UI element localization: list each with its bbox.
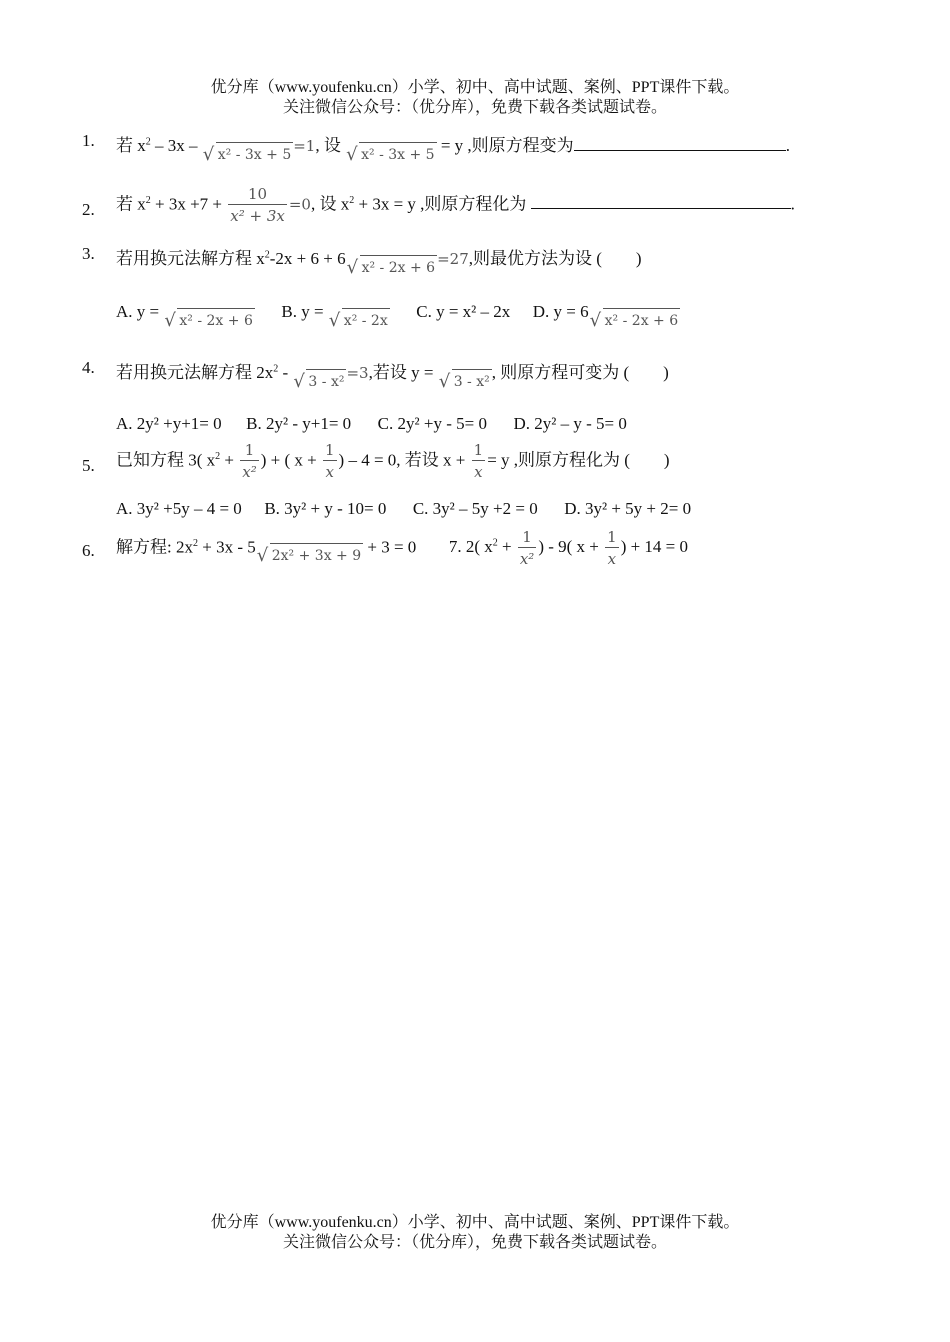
q5-options: [116, 499, 691, 519]
q3-option-d[interactable]: D. y = 6√ x² - 2x + 6: [533, 302, 680, 321]
header: [0, 78, 950, 118]
question-6-7: 解方程: $2x^2 + 3x - 5√$ 2x² + 3x + 9 + 3 = 0 7. 2( $x^2$ + $\frac{1}{\text{x²}}$ ) - 9( x + $\frac{1}{x}$ ) + 14 = 0: [116, 527, 688, 570]
q5-fraction-1: $\frac{1}{\text{x²}}$: [242, 441, 257, 481]
q4-options: [116, 414, 627, 434]
q1-number: 1.: [82, 131, 95, 150]
q1-radical-2: √ x² - 3x + 5: [347, 142, 436, 168]
q5-option-a[interactable]: A. 3y² +5y – 4 = 0: [116, 499, 242, 518]
header-line-2: 关注微信公众号：（优分库），免费下载各类试题试卷。: [282, 99, 667, 116]
q5-fraction-2: $\frac{1}{x}$: [325, 441, 335, 481]
footer-line-1: 优分库（www.youfenku.cn）小学、初中、高中试题、案例、PPT课件下载。: [210, 1214, 740, 1231]
q5-option-d[interactable]: D. 3y² + 5y + 2= 0: [564, 499, 692, 518]
footer: [0, 1213, 950, 1253]
q3-option-a[interactable]: A. y = √ x² - 2x + 6: [116, 302, 255, 321]
q2-fraction: $\frac{10}{\text{x² + 3x}}$: [230, 185, 285, 225]
q4-option-c[interactable]: C. 2y² +y - 5= 0: [377, 414, 487, 433]
q7-fraction-1: $\frac{1}{\text{x²}}$: [519, 528, 535, 568]
q2-number: 2.: [82, 200, 95, 219]
question-3: 若用换元法解方程 $x^2-2x + 6 + 6√$ x² - 2x + 6 =27,则最优方法为设 ( ): [116, 244, 642, 281]
q4-radical-2: √ 3 - x²: [440, 369, 492, 395]
question-2: 若 $x^2 + 3x +7$ + $\frac{10}{\text{x² + 3x}}$ =0, 设 $x^2 + 3x = y$ ,则原方程化为 .: [116, 185, 795, 225]
question-7: 7. 2( $x^2$ + $\frac{1}{\text{x²}}$ ) - 9( x + $\frac{1}{x}$ ) + 14 = 0: [448, 528, 689, 568]
q6-number: 6.: [82, 541, 95, 560]
q2-answer-blank[interactable]: [531, 194, 791, 209]
q1-radical-1: √ x² - 3x + 5: [204, 142, 293, 168]
footer-line-2: 关注微信公众号：（优分库），免费下载各类试题试卷。: [282, 1234, 667, 1251]
q3-radical: √ x² - 2x + 6: [348, 255, 437, 281]
q4-number: 4.: [82, 358, 95, 377]
q3-number: 3.: [82, 244, 95, 263]
q1-answer-blank[interactable]: [574, 136, 786, 151]
q4-option-d[interactable]: D. 2y² – y - 5= 0: [513, 414, 627, 433]
q3-option-c[interactable]: C. y = x² – 2x: [416, 302, 511, 321]
q5-fraction-3: $\frac{1}{x}$: [473, 441, 484, 481]
question-1: 若 $x^2 - 3x$ – √ x² - 3x + 5 =1, 设 √ x² - 3x + 5 = y ,则原方程变为 .: [116, 131, 790, 168]
q4-option-b[interactable]: B. 2y² - y+1= 0: [246, 414, 352, 433]
header-line-1: 优分库（www.youfenku.cn）小学、初中、高中试题、案例、PPT课件下载。: [210, 79, 740, 96]
q5-option-c[interactable]: C. 3y² – 5y +2 = 0: [412, 499, 538, 518]
question-5: 已知方程 3( $x^2$ + $\frac{1}{\text{x²}}$ ) + ( x + $\frac{1}{x}$ ) – 4 = 0, 若设 x + $\frac{1}{x}$ = y ,则原方程化为 ( ): [116, 441, 670, 481]
q4-radical-1: √ 3 - x²: [294, 369, 346, 395]
q3-option-b[interactable]: B. y = √ x² - 2x: [281, 302, 389, 321]
q6-radical: √ 2x² + 3x + 9: [258, 543, 363, 569]
question-4: 若用换元法解方程 $2x^2$ - √ 3 - x² =3,若设 y = √ 3 - x² , 则原方程可变为 ( ): [116, 358, 669, 395]
q4-option-a[interactable]: A. 2y² +y+1= 0: [116, 414, 222, 433]
q7-fraction-2: $\frac{1}{x}$: [607, 528, 617, 568]
q5-option-b[interactable]: B. 3y² + y - 10= 0: [264, 499, 387, 518]
q5-number: 5.: [82, 456, 95, 475]
q3-options: [116, 302, 680, 334]
